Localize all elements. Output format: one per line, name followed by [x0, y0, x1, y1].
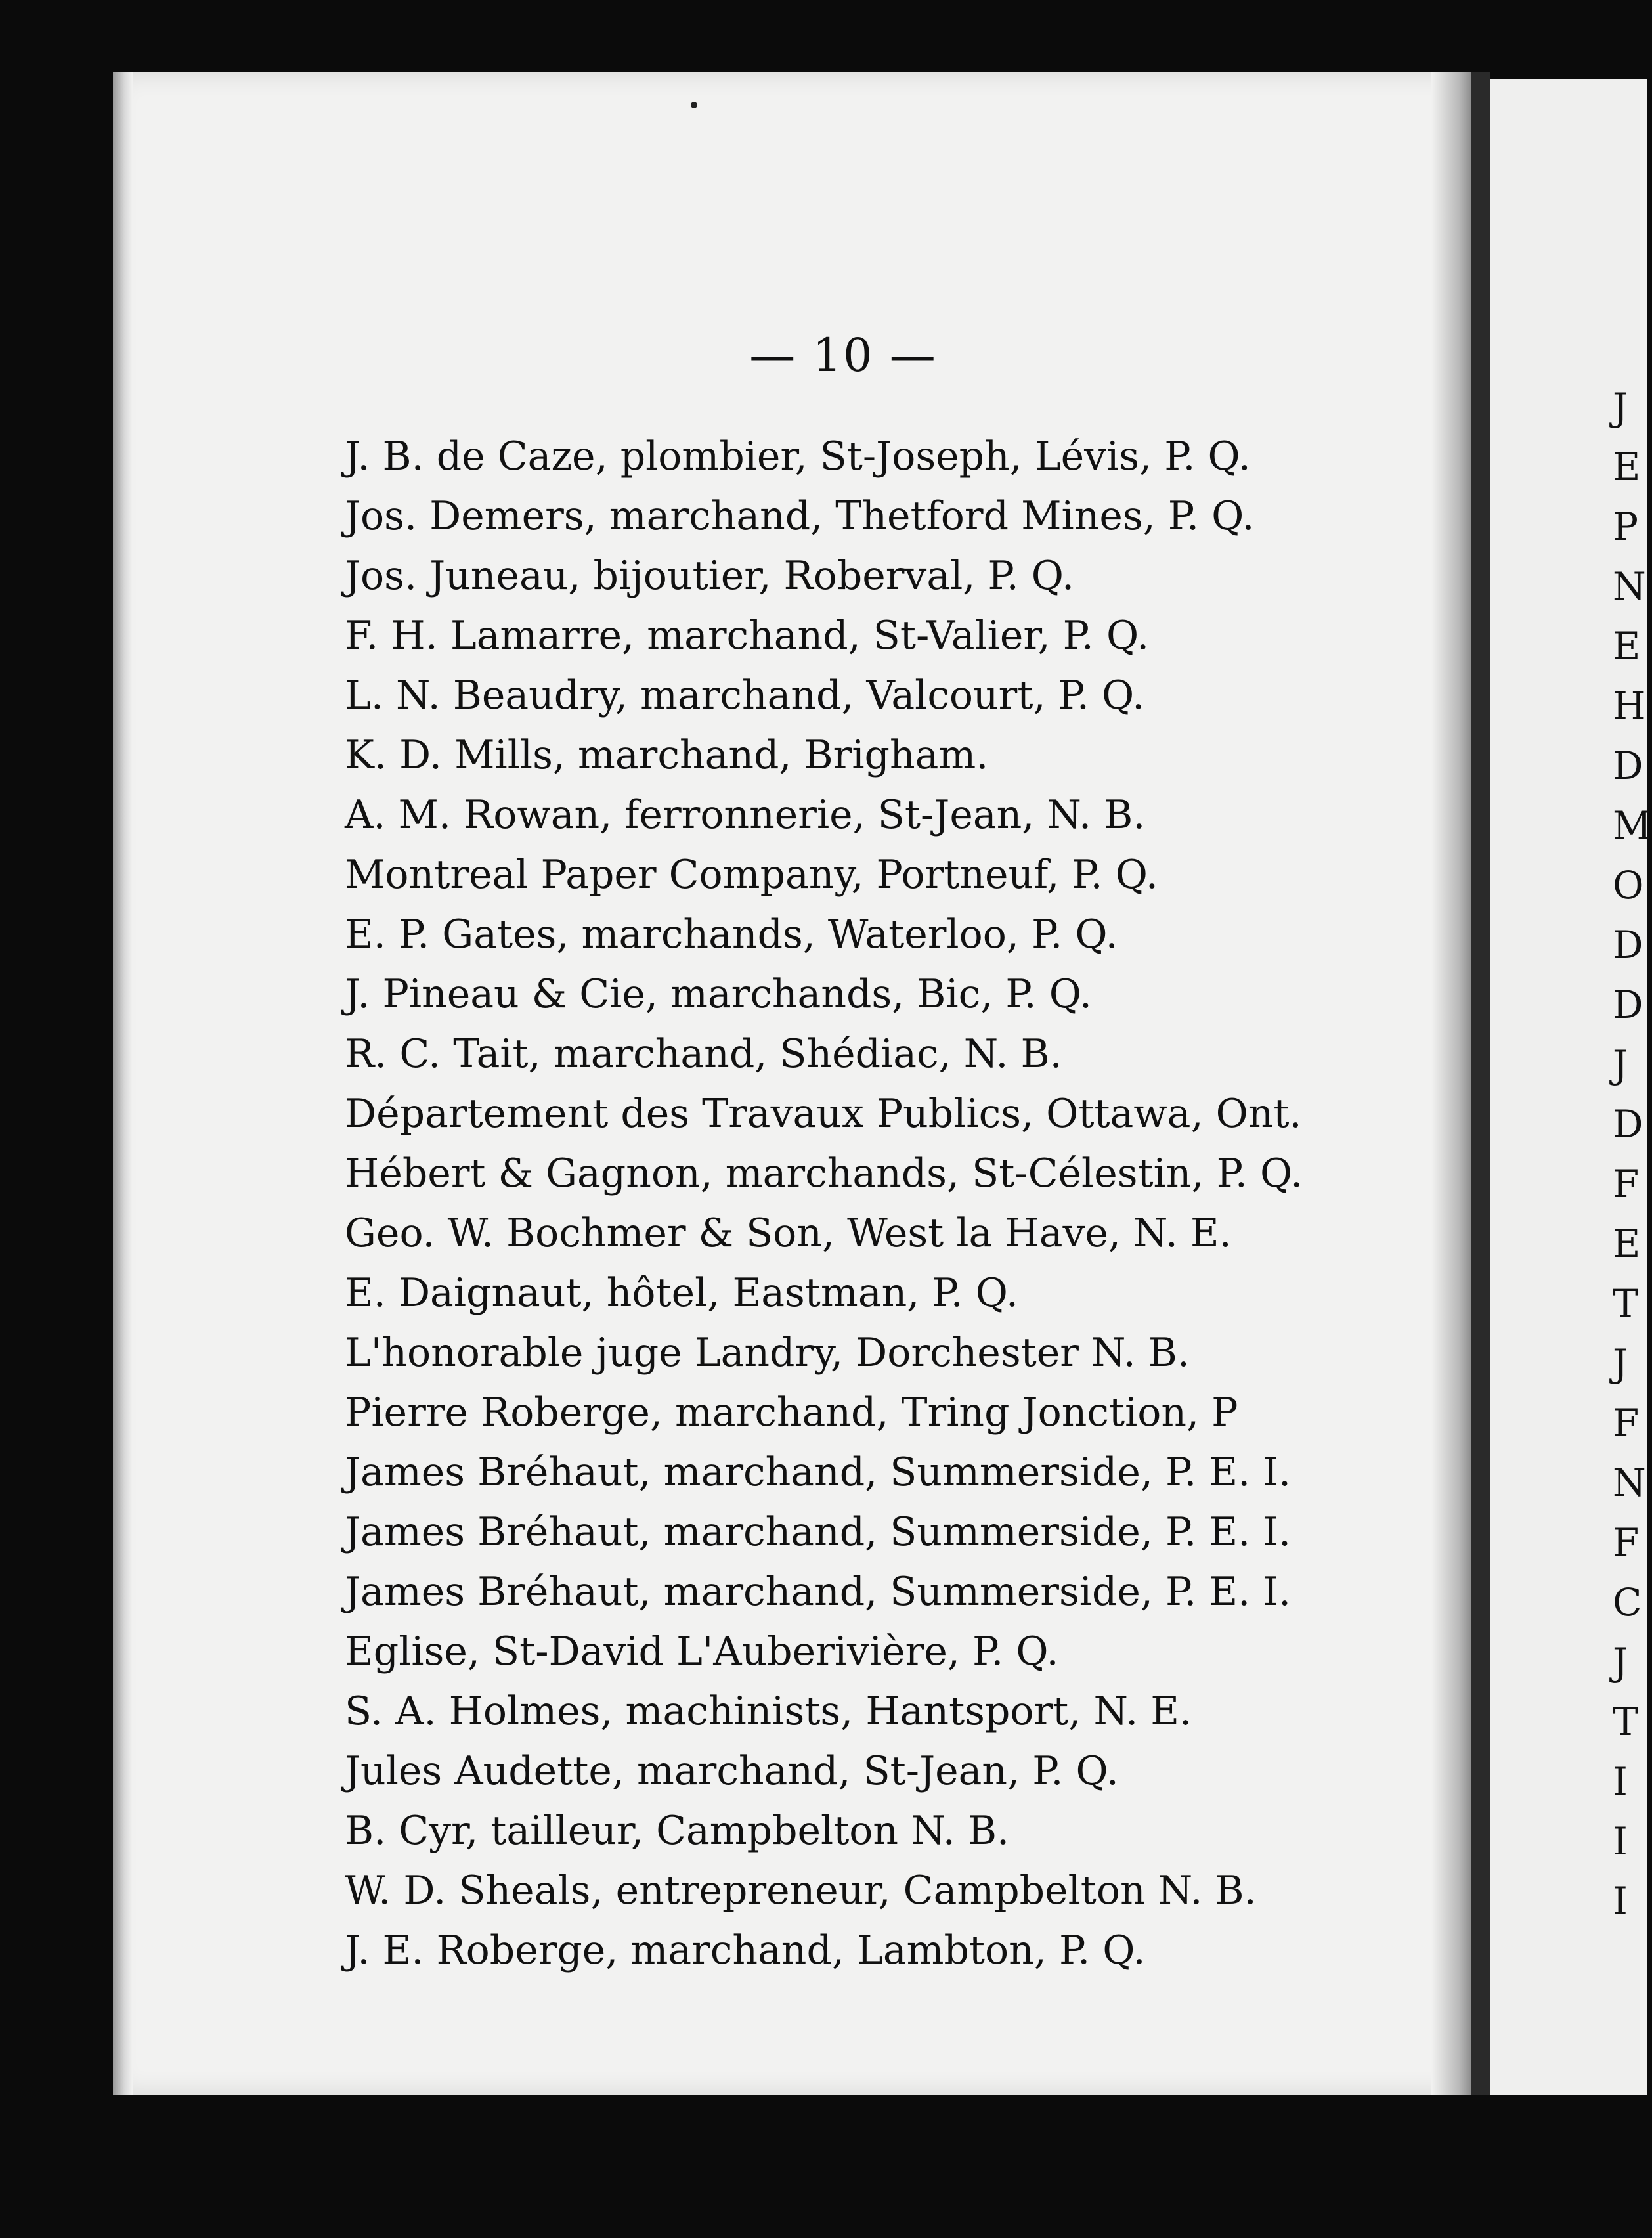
list-item: F. H. Lamarre, marchand, St-Valier, P. Q.: [345, 613, 1150, 659]
next-page-letter: F: [1613, 1520, 1640, 1565]
list-item: James Bréhaut, marchand, Summerside, P. E. I.: [345, 1569, 1292, 1615]
next-page-letter: J: [1613, 1042, 1628, 1087]
next-page-letters: [1613, 378, 1652, 1931]
next-page-letter: J: [1613, 385, 1628, 429]
next-page-letter: D: [1613, 982, 1643, 1027]
next-page-letter: I: [1613, 1879, 1628, 1923]
list-item: J. E. Roberge, marchand, Lambton, P. Q.: [345, 1927, 1146, 1973]
list-item: W. D. Sheals, entrepreneur, Campbelton N. B.: [345, 1868, 1257, 1914]
page-number-text: — 10 —: [749, 328, 937, 382]
next-page-letter: O: [1613, 863, 1644, 908]
list-item: L. N. Beaudry, marchand, Valcourt, P. Q.: [345, 672, 1145, 718]
list-item: Jos. Demers, marchand, Thetford Mines, P. Q.: [345, 493, 1255, 539]
next-page-letter: E: [1613, 445, 1641, 489]
list-item: E. P. Gates, marchands, Waterloo, P. Q.: [345, 911, 1118, 957]
list-item: K. D. Mills, marchand, Brigham.: [345, 732, 989, 778]
next-page-letter: H: [1613, 684, 1646, 728]
next-page-letter: F: [1613, 1162, 1640, 1206]
list-item: Hébert & Gagnon, marchands, St-Célestin, P. Q.: [345, 1151, 1303, 1196]
list-item: Montreal Paper Company, Portneuf, P. Q.: [345, 852, 1158, 898]
next-page-letter: J: [1613, 1640, 1628, 1684]
list-item: Jos. Juneau, bijoutier, Roberval, P. Q.: [345, 553, 1075, 599]
next-page-letter: I: [1613, 1819, 1628, 1864]
list-item: Jules Audette, marchand, St-Jean, P. Q.: [345, 1748, 1119, 1794]
next-page-letter: I: [1613, 1759, 1628, 1804]
next-page-letter: D: [1613, 743, 1643, 788]
list-item: J. Pineau & Cie, marchands, Bic, P. Q.: [345, 971, 1092, 1017]
list-item: B. Cyr, tailleur, Campbelton N. B.: [345, 1808, 1010, 1854]
list-item: S. A. Holmes, machinists, Hantsport, N. E.: [345, 1688, 1192, 1734]
next-page-letter: T: [1613, 1700, 1638, 1744]
list-item: A. M. Rowan, ferronnerie, St-Jean, N. B.: [345, 792, 1146, 838]
list-item: Département des Travaux Publics, Ottawa, Ont.: [345, 1091, 1302, 1137]
next-page-letter: E: [1613, 1221, 1641, 1266]
list-item: E. Daignaut, hôtel, Eastman, P. Q.: [345, 1270, 1019, 1316]
next-page-letter: E: [1613, 624, 1641, 669]
page-number: [0, 328, 1647, 382]
next-page-letter: N: [1613, 564, 1646, 609]
next-page-letter: T: [1613, 1281, 1638, 1326]
next-page-letter: J: [1613, 1341, 1628, 1386]
list-item: Geo. W. Bochmer & Son, West la Have, N. E.: [345, 1210, 1232, 1256]
next-page-letter: C: [1613, 1580, 1642, 1625]
next-page-letter: P: [1613, 504, 1639, 549]
list-item: J. B. de Caze, plombier, St-Joseph, Lévis, P. Q.: [345, 433, 1251, 479]
list-item: James Bréhaut, marchand, Summerside, P. E. I.: [345, 1449, 1292, 1495]
next-page-letter: D: [1613, 923, 1643, 967]
next-page-letter: M: [1613, 803, 1652, 848]
next-page-letter: F: [1613, 1401, 1640, 1445]
next-page-letter: D: [1613, 1102, 1643, 1147]
list-item: R. C. Tait, marchand, Shédiac, N. B.: [345, 1031, 1062, 1077]
directory-list: [345, 427, 1448, 1981]
list-item: Pierre Roberge, marchand, Tring Jonction, P: [345, 1390, 1238, 1436]
list-item: Eglise, St-David L'Auberivière, P. Q.: [345, 1629, 1059, 1675]
list-item: L'honorable juge Landry, Dorchester N. B.: [345, 1330, 1190, 1376]
list-item: James Bréhaut, marchand, Summerside, P. E. I.: [345, 1509, 1292, 1555]
next-page-letter: N: [1613, 1460, 1646, 1505]
print-speck: [691, 102, 697, 108]
